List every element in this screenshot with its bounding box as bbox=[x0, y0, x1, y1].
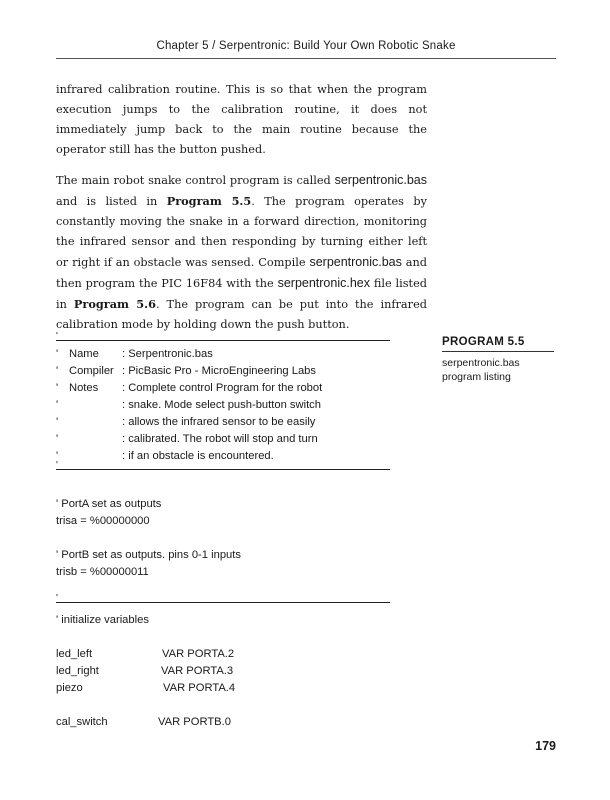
comment-tick: ' bbox=[56, 460, 58, 471]
program-reference-5-6: Program 5.6 bbox=[73, 297, 156, 311]
code-line: ' initialize variables bbox=[56, 614, 149, 626]
program-caption: serpentronic.bas program listing bbox=[442, 357, 520, 383]
filename-serpentronic-hex: serpentronic.hex bbox=[277, 276, 370, 290]
comment-rule-section bbox=[56, 602, 390, 603]
code-line: ' PortA set as outputs bbox=[56, 498, 162, 510]
variable-declaration: cal_switch VAR PORTB.0 bbox=[56, 716, 231, 728]
header-divider bbox=[56, 58, 556, 59]
page-number: 179 bbox=[535, 739, 556, 753]
comment-tick: ' bbox=[56, 331, 58, 342]
comment-rule-bottom bbox=[56, 469, 390, 470]
code-line: ' PortB set as outputs. pins 0-1 inputs bbox=[56, 549, 241, 561]
program-reference-5-5: Program 5.5 bbox=[166, 194, 252, 208]
body-paragraph-2: The main robot snake control program is called serpentronic.bas and is listed in Program 5.5. The program operates by constantly moving the snake in a forward direction, monitoring the infrared sensor and then responding by turning either left or right if an obstacle was sensed. Compile serpentronic.bas and then program the PIC 16F84 with the serpentronic.hex file listed in Program 5.6. The program can be put into the infrared calibration mode by holding down the push button. bbox=[56, 173, 428, 331]
variable-declaration: piezo VAR PORTA.4 bbox=[56, 682, 236, 694]
sidebar-divider bbox=[442, 351, 554, 352]
filename-serpentronic-bas: serpentronic.bas bbox=[334, 173, 427, 187]
program-label: PROGRAM 5.5 bbox=[442, 336, 525, 348]
variable-declaration: led_right VAR PORTA.3 bbox=[56, 665, 234, 677]
comment-tick: ' bbox=[56, 593, 58, 604]
body-paragraph-1: infrared calibration routine. This is so that when the program execution jumps to the calibration routine, it does not immediately jump back to the main routine because the operator still has the button pushed. bbox=[56, 83, 427, 156]
code-line: trisb = %00000011 bbox=[56, 566, 149, 578]
variable-declaration: led_left VAR PORTA.2 bbox=[56, 648, 235, 660]
running-header: Chapter 5 / Serpentronic: Build Your Own Robotic Snake bbox=[156, 40, 456, 52]
filename-serpentronic-bas-2: serpentronic.bas bbox=[309, 255, 402, 269]
code-line: trisa = %00000000 bbox=[56, 515, 150, 527]
comment-rule-top bbox=[56, 340, 390, 341]
